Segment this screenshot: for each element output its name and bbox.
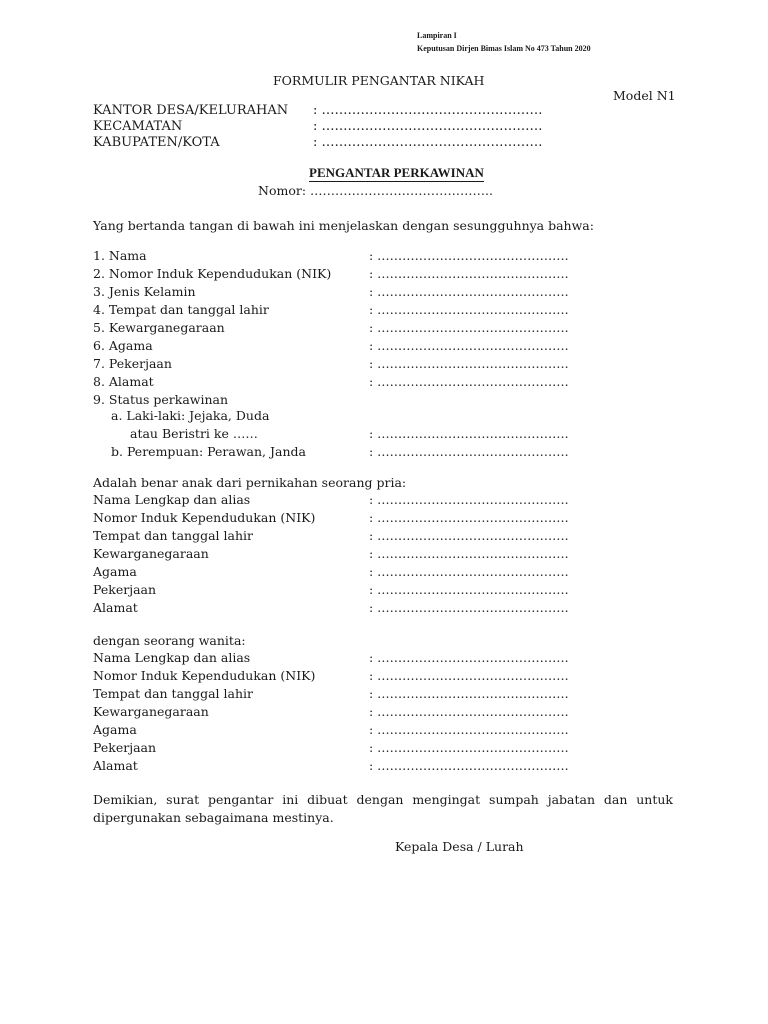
field-label: 1. Nama xyxy=(93,248,147,263)
father-value: : ………………………………………. xyxy=(369,546,569,561)
father-label: Tempat dan tanggal lahir xyxy=(93,528,253,543)
mother-value: : ………………………………………. xyxy=(369,722,569,737)
office-value: : …………………………………………… xyxy=(313,103,543,118)
status-b-label: b. Perempuan: Perawan, Janda xyxy=(111,444,306,459)
field-row xyxy=(93,319,693,337)
keputusan-label: Keputusan Dirjen Bimas Islam No 473 Tahun 2020 xyxy=(417,44,591,53)
mother-label: Nomor Induk Kependudukan (NIK) xyxy=(93,668,316,683)
father-label: Nama Lengkap dan alias xyxy=(93,492,251,507)
mother-row xyxy=(93,703,693,721)
mother-label: Pekerjaan xyxy=(93,740,157,755)
model-label: Model N1 xyxy=(613,88,676,103)
mother-label: Agama xyxy=(93,722,137,737)
father-value: : ………………………………………. xyxy=(369,492,569,507)
mother-label: Tempat dan tanggal lahir xyxy=(93,686,253,701)
father-label: Nomor Induk Kependudukan (NIK) xyxy=(93,510,316,525)
office-label: KANTOR DESA/KELURAHAN xyxy=(93,103,289,118)
field-row xyxy=(93,337,693,355)
signatory: Kepala Desa / Lurah xyxy=(395,839,524,854)
field-value: : ………………………………………. xyxy=(369,266,569,281)
nomor-line: Nomor: …………………………………….. xyxy=(258,183,493,198)
status-a-row-2 xyxy=(93,425,693,443)
field-value: : ………………………………………. xyxy=(369,356,569,371)
status-b-value: : ………………………………………. xyxy=(369,444,569,459)
field-value: : ………………………………………. xyxy=(369,302,569,317)
field-label: 8. Alamat xyxy=(93,374,154,389)
field-value: : ………………………………………. xyxy=(369,320,569,335)
father-row xyxy=(93,509,693,527)
mother-value: : ………………………………………. xyxy=(369,758,569,773)
field-label: 5. Kewarganegaraan xyxy=(93,320,225,335)
field-row xyxy=(93,283,693,301)
mother-value: : ………………………………………. xyxy=(369,686,569,701)
mother-value: : ………………………………………. xyxy=(369,740,569,755)
mother-row xyxy=(93,685,693,703)
status-a-label: a. Laki-laki: Jejaka, Duda xyxy=(111,408,270,423)
father-row xyxy=(93,527,693,545)
field-row xyxy=(93,265,693,283)
office-label: KECAMATAN xyxy=(93,119,183,134)
mother-row xyxy=(93,667,693,685)
mother-row xyxy=(93,649,693,667)
father-label: Alamat xyxy=(93,600,138,615)
status-a-row xyxy=(93,407,693,425)
father-label: Agama xyxy=(93,564,137,579)
father-row xyxy=(93,599,693,617)
field-label: 3. Jenis Kelamin xyxy=(93,284,196,299)
mother-label: Alamat xyxy=(93,758,138,773)
mother-row xyxy=(93,721,693,739)
intro-text: Yang bertanda tangan di bawah ini menjelaskan dengan sesungguhnya bahwa: xyxy=(93,218,594,233)
form-title: FORMULIR PENGANTAR NIKAH xyxy=(273,73,485,88)
father-value: : ………………………………………. xyxy=(369,600,569,615)
father-value: : ………………………………………. xyxy=(369,528,569,543)
office-value: : …………………………………………… xyxy=(313,135,543,150)
father-value: : ………………………………………. xyxy=(369,582,569,597)
field-label: 6. Agama xyxy=(93,338,153,353)
field-label: 7. Pekerjaan xyxy=(93,356,172,371)
mother-row xyxy=(93,757,693,775)
mother-value: : ………………………………………. xyxy=(369,650,569,665)
field-label: 4. Tempat dan tanggal lahir xyxy=(93,302,269,317)
status-a-label-2: atau Beristri ke …… xyxy=(130,426,258,441)
field-label: 2. Nomor Induk Kependudukan (NIK) xyxy=(93,266,332,281)
field-row xyxy=(93,301,693,319)
section-title: PENGANTAR PERKAWINAN xyxy=(309,165,484,180)
mother-intro: dengan seorang wanita: xyxy=(93,633,246,648)
field-value: : ………………………………………. xyxy=(369,338,569,353)
office-value: : …………………………………………… xyxy=(313,119,543,134)
field-row xyxy=(93,355,693,373)
mother-row xyxy=(93,739,693,757)
mother-value: : ………………………………………. xyxy=(369,668,569,683)
mother-label: Kewarganegaraan xyxy=(93,704,209,719)
field-value: : ………………………………………. xyxy=(369,284,569,299)
mother-value: : ………………………………………. xyxy=(369,704,569,719)
father-row xyxy=(93,491,693,509)
father-row xyxy=(93,563,693,581)
field-value: : ………………………………………. xyxy=(369,248,569,263)
father-value: : ………………………………………. xyxy=(369,564,569,579)
father-row xyxy=(93,581,693,599)
father-label: Pekerjaan xyxy=(93,582,157,597)
status-a-value: : ………………………………………. xyxy=(369,426,569,441)
office-label: KABUPATEN/KOTA xyxy=(93,135,220,150)
lampiran-label: Lampiran I xyxy=(417,31,457,40)
field-row xyxy=(93,373,693,391)
closing-paragraph: Demikian, surat pengantar ini dibuat dengan mengingat sumpah jabatan dan untuk dipergunakan sebagaimana mestinya. xyxy=(93,792,673,825)
status-label: 9. Status perkawinan xyxy=(93,392,229,407)
field-value: : ………………………………………. xyxy=(369,374,569,389)
father-intro: Adalah benar anak dari pernikahan seorang pria: xyxy=(93,475,407,490)
father-row xyxy=(93,545,693,563)
status-b-row xyxy=(93,443,693,461)
field-row xyxy=(93,247,693,265)
mother-label: Nama Lengkap dan alias xyxy=(93,650,251,665)
father-value: : ………………………………………. xyxy=(369,510,569,525)
father-label: Kewarganegaraan xyxy=(93,546,209,561)
